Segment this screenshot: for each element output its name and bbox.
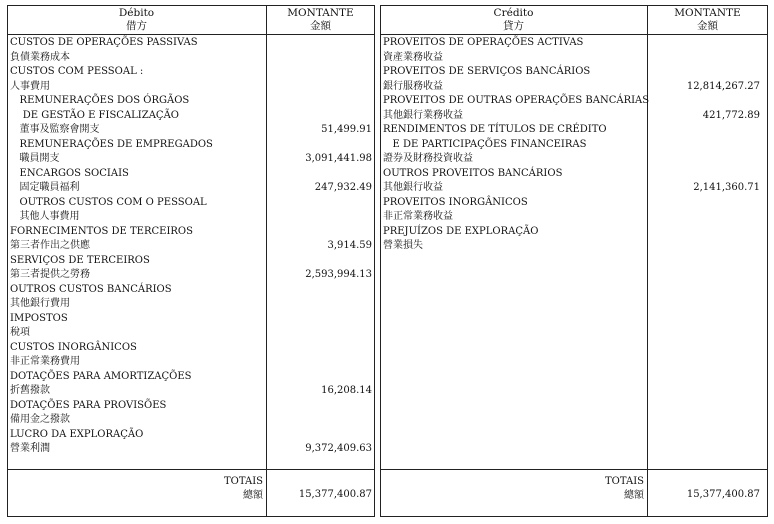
debit-row-label: SERVIÇOS DE TERCEIROS: [10, 254, 150, 266]
debit-row-amount: [269, 370, 372, 385]
credit-row-amount: [650, 152, 760, 167]
debit-header: [7, 7, 266, 33]
debit-row-amount: 3,091,441.98: [305, 153, 372, 164]
credit-row-amount: [650, 138, 760, 153]
debit-totals-pt: TOTAIS: [223, 476, 263, 487]
credit-row-label: E DE PARTICIPAÇÕES FINANCEIRAS: [383, 138, 587, 150]
debit-row-label: 其他銀行費用: [10, 298, 70, 309]
credit-row-amount: [650, 210, 760, 225]
debit-row-label: 第三者作出之供應: [10, 240, 90, 251]
debit-row-label: 負債業務成本: [10, 51, 70, 63]
debit-row-amount: [269, 51, 372, 66]
profit-loss-table: [7, 5, 768, 517]
credit-total-value: 15,377,400.87: [686, 489, 760, 500]
credit-row-label: 其他銀行收益: [383, 182, 443, 193]
debit-header-pt: Débito: [118, 7, 155, 19]
debit-row-label: 董事及監察會開支: [10, 124, 100, 135]
debit-row-label: CUSTOS COM PESSOAL :: [10, 66, 144, 77]
credit-row-label: OUTROS PROVEITOS BANCÁRIOS: [383, 167, 563, 179]
debit-row-amount: [269, 341, 372, 356]
debit-row-label: 非正常業務費用: [10, 356, 80, 367]
credit-row-amount: 12,814,267.27: [686, 80, 760, 92]
debit-row-label: 職員開支: [10, 153, 60, 164]
debit-row-label: 人事費用: [10, 80, 50, 92]
debit-row-amount: [269, 283, 372, 298]
credit-header-zh: 貸方: [503, 20, 524, 32]
debit-row-label: DOTAÇÕES PARA PROVISÕES: [10, 399, 167, 411]
debit-row-label: IMPOSTOS: [10, 312, 68, 324]
debit-row-amount: [269, 80, 372, 95]
credit-row-label: 銀行服務收益: [383, 80, 443, 92]
credit-row-amount: [650, 123, 760, 138]
credit-header-pt: Crédito: [493, 7, 534, 19]
debit-row-amount: [269, 355, 372, 370]
credit-amount-column: [650, 36, 760, 254]
debit-row-amount: [269, 312, 372, 327]
totals-divider-credit: [380, 469, 768, 470]
debit-amount-column: [269, 36, 372, 457]
credit-row-amount: [650, 167, 760, 182]
header-divider-credit: [380, 34, 768, 35]
credit-header: [380, 7, 647, 33]
debit-row-amount: 3,914.59: [327, 240, 372, 251]
totals-divider: [7, 469, 375, 470]
debit-row-amount: 51,499.91: [321, 124, 372, 135]
debit-row-label: OUTROS CUSTOS BANCÁRIOS: [10, 283, 172, 295]
debit-row-amount: [269, 210, 372, 225]
credit-row-label: RENDIMENTOS DE TÍTULOS DE CRÉDITO: [383, 124, 607, 135]
debit-row-amount: [269, 428, 372, 443]
debit-row-label: DOTAÇÕES PARA AMORTIZAÇÕES: [10, 370, 192, 382]
debit-row-label: 稅項: [10, 327, 30, 338]
credit-row-amount: [650, 36, 760, 51]
debit-amount-divider: [266, 5, 267, 517]
credit-row-amount: 2,141,360.71: [693, 182, 760, 193]
debit-row-amount: [269, 138, 372, 153]
debit-row-label: 其他人事費用: [10, 211, 80, 222]
credit-row-amount: 421,772.89: [702, 109, 760, 121]
debit-row-amount: [269, 36, 372, 51]
credit-row-label: PROVEITOS DE SERVIÇOS BANCÁRIOS: [383, 66, 591, 77]
debit-row-amount: [269, 326, 372, 341]
credit-row-label: PROVEITOS DE OUTRAS OPERAÇÕES BANCÁRIAS: [383, 95, 650, 106]
credit-row-label: 營業損失: [383, 240, 423, 251]
amount-header-pt: MONTANTE: [287, 7, 354, 19]
debit-row-amount: [269, 196, 372, 211]
credit-row-amount: [650, 225, 760, 240]
credit-row-amount: [650, 51, 760, 66]
header-divider: [7, 34, 375, 35]
debit-row-label: DE GESTÃO E FISCALIZAÇÃO: [10, 109, 179, 121]
credit-label-column: [383, 36, 650, 254]
debit-row-amount: [269, 109, 372, 124]
debit-row-label: CUSTOS DE OPERAÇÕES PASSIVAS: [10, 37, 198, 48]
credit-row-amount: [650, 94, 760, 109]
debit-row-amount: 2,593,994.13: [305, 269, 372, 280]
amount2-header-zh: 金額: [697, 20, 718, 32]
debit-label-column: [10, 36, 264, 457]
credit-row-label: PREJUÍZOS DE EXPLORAÇÃO: [383, 225, 539, 237]
debit-row-amount: [269, 413, 372, 428]
debit-row-label: OUTROS CUSTOS COM O PESSOAL: [10, 196, 207, 208]
debit-row-label: 折舊撥款: [10, 385, 50, 396]
credit-totals-label: [537, 475, 644, 503]
debit-total-value: 15,377,400.87: [298, 489, 372, 500]
debit-row-amount: 247,932.49: [314, 182, 372, 193]
debit-row-label: FORNECIMENTOS DE TERCEIROS: [10, 225, 193, 237]
amount2-header-pt: MONTANTE: [674, 7, 741, 19]
credit-row-amount: [650, 65, 760, 80]
debit-row-amount: [269, 254, 372, 269]
debit-row-label: REMUNERAÇÕES DE EMPREGADOS: [10, 138, 213, 150]
debit-header-zh: 借方: [126, 20, 147, 32]
credit-row-amount: [650, 239, 760, 254]
credit-amount-divider: [647, 5, 648, 517]
credit-totals-zh: 總額: [624, 490, 644, 501]
debit-totals-label: [157, 475, 263, 503]
credit-row-label: 非正常業務收益: [383, 211, 453, 222]
debit-row-label: ENCARGOS SOCIAIS: [10, 167, 129, 179]
debit-row-amount: [269, 297, 372, 312]
debit-row-amount: [269, 65, 372, 80]
credit-row-amount: [650, 196, 760, 211]
credit-row-label: PROVEITOS INORGÂNICOS: [383, 196, 528, 208]
debit-row-amount: 16,208.14: [321, 385, 372, 396]
debit-row-amount: [269, 225, 372, 240]
credit-amount-header: [647, 7, 768, 33]
debit-row-label: CUSTOS INORGÂNICOS: [10, 341, 137, 353]
debit-row-amount: [269, 167, 372, 182]
debit-row-amount: [269, 399, 372, 414]
credit-row-label: PROVEITOS DE OPERAÇÕES ACTIVAS: [383, 37, 584, 48]
credit-row-label: 資產業務收益: [383, 51, 443, 63]
debit-row-amount: 9,372,409.63: [305, 443, 372, 454]
debit-totals-zh: 總額: [243, 490, 263, 501]
credit-row-label: 其他銀行業務收益: [383, 109, 463, 121]
debit-row-label: 固定職員福利: [10, 182, 80, 193]
debit-row-label: 第三者提供之勞務: [10, 269, 90, 280]
debit-row-label: REMUNERAÇÕES DOS ÓRGÃOS: [10, 95, 190, 106]
debit-row-label: 營業利潤: [10, 443, 50, 454]
credit-totals-pt: TOTAIS: [604, 476, 644, 487]
credit-row-label: 證券及財務投資收益: [383, 153, 473, 164]
debit-row-label: 備用金之撥款: [10, 414, 70, 425]
amount-header-zh: 金額: [310, 20, 331, 32]
debit-row-amount: [269, 94, 372, 109]
debit-row-label: LUCRO DA EXPLORAÇÃO: [10, 428, 144, 440]
debit-amount-header: [266, 7, 375, 33]
